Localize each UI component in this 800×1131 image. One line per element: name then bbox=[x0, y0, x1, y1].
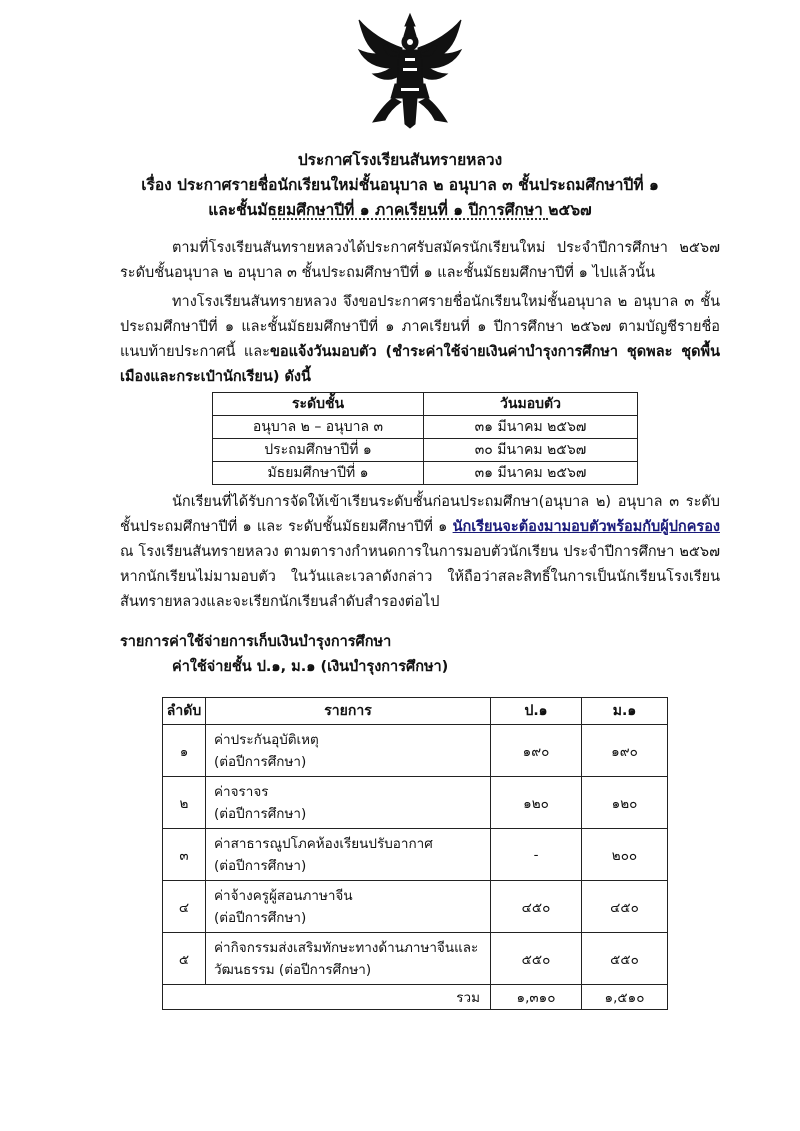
fee-item-name: ค่าจราจร bbox=[214, 783, 269, 800]
total-label: รวม bbox=[163, 985, 491, 1010]
fee-m1: ๒๐๐ bbox=[582, 829, 668, 881]
instructions-text-end: ณ โรงเรียนสันทรายหลวง ตามตารางกำหนดการในการมอบตัวนักเรียน ประจำปีการศึกษา ๒๕๖๗ หากนักเรียนไม่มามอบตัว ในวันและเวลาดังกล่าว ให้ถือว่าสละสิทธิ์ในการเป็นนักเรียนโรงเรียนสันทรายหลวงและจะเรียกนักเรียนลำดับสำรองต่อไป bbox=[120, 544, 720, 610]
fee-p1: - bbox=[491, 829, 582, 881]
fee-p1: ๕๕๐ bbox=[491, 933, 582, 985]
paragraph-intro: ตามที่โรงเรียนสันทรายหลวงได้ประกาศรับสมัครนักเรียนใหม่ ประจำปีการศึกษา ๒๕๖๗ ระดับชั้นอนุบาล ๒ อนุบาล ๓ ชั้นประถมศึกษาปีที่ ๑ และชั้นมัธยมศึกษาปีที่ ๑ ไปแล้วนั้น bbox=[120, 240, 720, 281]
report-schedule-table bbox=[212, 392, 638, 485]
table-row bbox=[163, 777, 668, 829]
fee-m1: ๑๒๐ bbox=[582, 777, 668, 829]
total-m1: ๑,๕๑๐ bbox=[582, 985, 668, 1010]
fee-m1: ๑๙๐ bbox=[582, 725, 668, 777]
fee-p1: ๔๕๐ bbox=[491, 881, 582, 933]
total-p1: ๑,๓๑๐ bbox=[491, 985, 582, 1010]
title-divider bbox=[272, 218, 548, 220]
row-number: ๒ bbox=[163, 777, 206, 829]
date-cell: ๓๑ มีนาคม ๒๕๖๗ bbox=[424, 462, 638, 485]
fee-item-note: (ต่อปีการศึกษา) bbox=[214, 753, 307, 770]
date-cell: ๓๑ มีนาคม ๒๕๖๗ bbox=[424, 416, 638, 439]
paragraph-announcement-text: ทางโรงเรียนสันทรายหลวง จึงขอประกาศรายชื่อนักเรียนใหม่ชั้นอนุบาล ๒ อนุบาล ๓ ชั้นประถมศึกษาปีที่ ๑ และชั้นมัธยมศึกษาปีที่ ๑ ภาคเรียนที่ ๑ ปีการศึกษา ๒๕๖๗ ตามบัญชีรายชื่อแนบท้ายประกาศนี้ และ bbox=[120, 294, 720, 360]
fee-item bbox=[206, 777, 491, 829]
level-cell: ประถมศึกษาปีที่ ๑ bbox=[213, 439, 424, 462]
fee-item bbox=[206, 829, 491, 881]
fees-subtitle: ค่าใช้จ่ายชั้น ป.๑, ม.๑ (เงินบำรุงการศึกษา) bbox=[172, 659, 449, 675]
table-row bbox=[213, 462, 638, 485]
row-number: ๑ bbox=[163, 725, 206, 777]
fee-m1: ๔๕๐ bbox=[582, 881, 668, 933]
fees-section-title: รายการค่าใช้จ่ายการเก็บเงินบำรุงการศึกษา bbox=[120, 634, 392, 650]
table-header-row bbox=[163, 698, 668, 725]
column-header-date: วันมอบตัว bbox=[424, 393, 638, 416]
fee-p1: ๑๒๐ bbox=[491, 777, 582, 829]
fee-item-name: ค่าจ้างครูผู้สอนภาษาจีน bbox=[214, 887, 353, 904]
table-row bbox=[163, 725, 668, 777]
total-row bbox=[163, 985, 668, 1010]
instructions-text: นักเรียนที่ได้รับการจัดให้เข้าเรียนระดับชั้นก่อนประถมศึกษา(อนุบาล ๒) อนุบาล ๓ ระดับชั้นประถมศึกษาปีที่ ๑ และ ระดับชั้นมัธยมศึกษาปีที่ ๑ bbox=[120, 494, 720, 535]
table-row bbox=[163, 829, 668, 881]
fee-m1: ๕๕๐ bbox=[582, 933, 668, 985]
fee-item-note: วัฒนธรรม (ต่อปีการศึกษา) bbox=[214, 961, 372, 978]
row-number: ๓ bbox=[163, 829, 206, 881]
fee-item bbox=[206, 933, 491, 985]
fee-item bbox=[206, 881, 491, 933]
row-number: ๔ bbox=[163, 881, 206, 933]
report-date-notice: ขอแจ้งวันมอบตัว (ชำระค่าใช้จ่ายเงินค่าบำรุงการศึกษา ชุดพละ ชุดพื้นเมืองและกระเป๋านักเรียน) ดังนี้ bbox=[120, 344, 720, 385]
row-number: ๕ bbox=[163, 933, 206, 985]
garuda-emblem-icon bbox=[355, 12, 465, 130]
parent-required-notice: นักเรียนจะต้องมามอบตัวพร้อมกับผู้ปกครอง bbox=[452, 519, 720, 535]
column-header-level: ระดับชั้น bbox=[213, 393, 424, 416]
level-cell: มัธยมศึกษาปีที่ ๑ bbox=[213, 462, 424, 485]
fee-item-name: ค่าสาธารณูปโภคห้องเรียนปรับอากาศ bbox=[214, 835, 433, 852]
school-heading: ประกาศโรงเรียนสันทรายหลวง bbox=[297, 151, 503, 169]
fee-item-name: ค่าประกันอุบัติเหตุ bbox=[214, 731, 319, 748]
fee-p1: ๑๙๐ bbox=[491, 725, 582, 777]
subject-line-1: เรื่อง ประกาศรายชื่อนักเรียนใหม่ชั้นอนุบาล ๒ อนุบาล ๓ ชั้นประถมศึกษาปีที่ ๑ bbox=[141, 176, 659, 194]
table-row bbox=[163, 933, 668, 985]
subject-line-2: และชั้นมัธยมศึกษาปีที่ ๑ ภาคเรียนที่ ๑ ปีการศึกษา ๒๕๖๗ bbox=[208, 201, 592, 219]
fee-item-note: (ต่อปีการศึกษา) bbox=[214, 805, 307, 822]
level-cell: อนุบาล ๒ – อนุบาล ๓ bbox=[213, 416, 424, 439]
fees-table bbox=[162, 697, 668, 1010]
column-header-p1: ป.๑ bbox=[491, 698, 582, 725]
column-header-m1: ม.๑ bbox=[582, 698, 668, 725]
column-header-no: ลำดับ bbox=[163, 698, 206, 725]
column-header-item: รายการ bbox=[206, 698, 491, 725]
paragraph-announcement bbox=[120, 290, 720, 390]
fee-item-name: ค่ากิจกรรมส่งเสริมทักษะทางด้านภาษาจีนและ bbox=[214, 939, 479, 956]
table-row bbox=[163, 881, 668, 933]
fee-item bbox=[206, 725, 491, 777]
paragraph-instructions bbox=[120, 490, 720, 615]
fee-item-note: (ต่อปีการศึกษา) bbox=[214, 857, 307, 874]
table-row bbox=[213, 439, 638, 462]
table-row bbox=[213, 416, 638, 439]
fee-item-note: (ต่อปีการศึกษา) bbox=[214, 909, 307, 926]
table-header-row bbox=[213, 393, 638, 416]
date-cell: ๓๐ มีนาคม ๒๕๖๗ bbox=[424, 439, 638, 462]
